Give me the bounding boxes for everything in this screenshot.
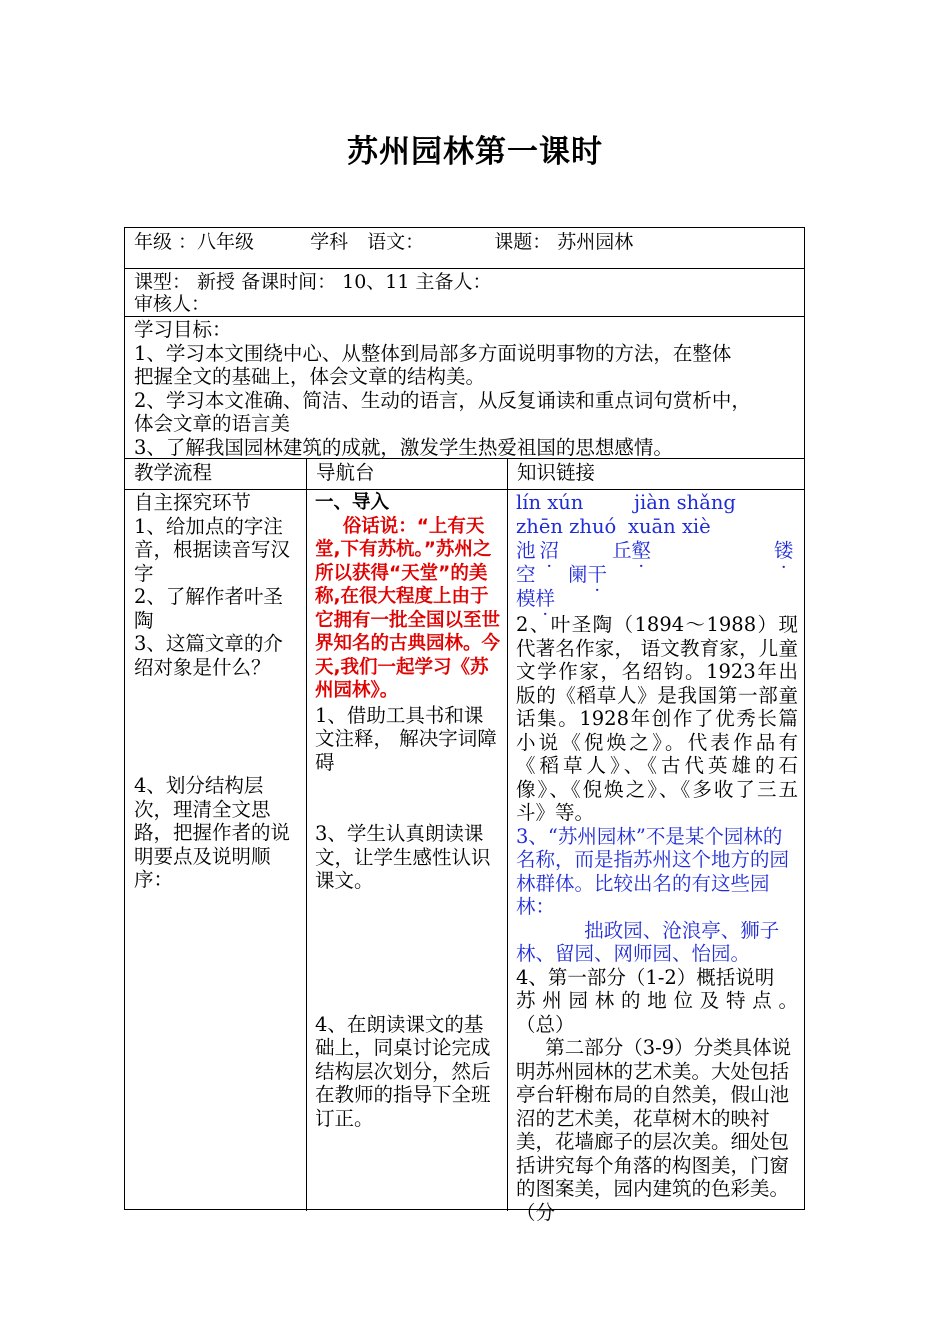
structure-part-1: 4、第一部分（1-2）概括说明 [516, 965, 775, 989]
structure-part-2: 第二部分（3-9）分类具体说明苏州园林的艺术美。大处包括亭台轩榭布局的自然美，假山池沼的艺术美，花草树木的映衬美，花墙廊子的层次美。细处包括讲究每个角落的构图美，门窗的图案美，园内建筑的色彩美。（分 [516, 1036, 792, 1224]
process-step-1: 1、给加点的字注音，根据读音写汉字 [134, 514, 291, 585]
char-mo: 模 [516, 587, 536, 610]
suzhou-gardens-note: 3、“苏州园林”不是某个园林的名称，而是指苏州这个地方的园林群体。比较出名的有这些园林： [516, 824, 790, 918]
column-divider-1 [306, 459, 307, 1211]
author-ye-shengtao: 2、叶圣陶（1894～1988）现代著名作家， 语文教育家，儿童文学作家，名绍钧。1923年出版的《稻草人》是我国第一部童话集。1928年创作了优秀长篇小说《倪焕之》。代表作品有《稻草人》、《古代英雄的石像》、《倪焕之》、《多收了三五斗》等。 [516, 613, 798, 824]
garden-names: 拙政园、沧浪亭、狮子林、留园、网师园、怡园。 [516, 918, 780, 965]
column-header-row [125, 459, 804, 490]
char-zhao: 沼 [539, 539, 560, 562]
pinyin-line-2 [516, 515, 798, 539]
char-lan: 阑 [568, 563, 588, 586]
learning-goals [125, 317, 804, 459]
char-yang: 样 [535, 587, 556, 610]
header-process: 教学流程 [134, 461, 213, 484]
chars-line-1 [516, 539, 798, 563]
char-gan: 干 [587, 563, 608, 586]
process-column [134, 491, 302, 892]
info-row-grade [125, 228, 804, 269]
structure-total: （总） [516, 1012, 575, 1036]
guide-column [315, 491, 500, 1130]
goal-3: 3、了解我国园林建筑的成就，激发学生热爱祖国的思想感情。 [134, 435, 673, 459]
column-divider-2 [507, 459, 508, 1211]
pinyin-lin-xun: lín xún [516, 491, 584, 514]
goal-2-line-2: 体会文章的语言美 [134, 412, 291, 435]
char-lou: 镂 · [774, 539, 794, 563]
guide-step-1: 1、借助工具书和课文注释， 解决字词障碍 [315, 703, 497, 774]
char-qiu: 丘 [612, 539, 632, 562]
goal-1-line-2: 把握全文的基础上，体会文章的结构美。 [134, 365, 486, 388]
header-knowledge: 知识链接 [517, 461, 596, 484]
header-guide: 导航台 [316, 461, 375, 484]
page-title: 苏州园林第一课时 [347, 134, 603, 170]
chars-line-3 [516, 587, 798, 613]
reviewer-label: 审核人： [134, 293, 211, 315]
lesson-plan-table [124, 227, 805, 1224]
goal-1-line-1: 1、学习本文围绕中心、从整体到局部多方面说明事物的方法，在整体 [134, 341, 732, 365]
guide-step-3: 3、学生认真朗读课文，让学生感性认识课文。 [315, 822, 491, 892]
knowledge-column [516, 491, 798, 1224]
pinyin-xuan-xie: xuān xiè [628, 515, 711, 538]
intro-text: 俗话说：“上有天堂,下有苏杭。”苏州之所以获得“天堂”的美称,在很大程度上由于它拥有一批全国以至世界知名的古典园林。今天,我们一起学习《苏州园林》。 [315, 515, 501, 701]
process-step-4: 4、划分结构层次，理清全文思路，把握作者的说明要点及说明顺序： [134, 774, 291, 891]
process-step-2: 2、了解作者叶圣陶 [134, 585, 283, 632]
goals-label: 学习目标： [134, 318, 232, 341]
char-kong: 空 [516, 563, 536, 586]
chars-line-2 [516, 563, 798, 587]
intro-heading: 一、导入 [315, 492, 390, 513]
guide-step-4: 4、在朗读课文的基础上，同桌讨论完成结构层次划分，然后在教师的指导下全班订正。 [315, 1012, 491, 1130]
info-row-type [125, 269, 804, 317]
topic-label: 课题： 苏州园林 [494, 231, 634, 253]
subject-label: 学科 语文： [310, 231, 425, 253]
pinyin-zhen-zhuo: zhēn zhuó [516, 515, 617, 538]
char-he: 壑 [631, 539, 652, 562]
structure-part-1-b: 苏州园林的地位及特点。 [516, 989, 798, 1012]
process-step-3: 3、这篇文章的介绍对象是什么？ [134, 632, 283, 679]
pinyin-jian-shang: jiàn shǎng [634, 491, 736, 514]
lesson-type-line: 课型： 新授 备课时间： 10、11 主备人： [134, 271, 492, 293]
grade-label: 年级 ：八年级 [134, 231, 255, 253]
goal-2-line-1: 2、学习本文准确、简洁、生动的语言，从反复诵读和重点词句赏析中， [134, 388, 751, 412]
char-chi: 池 [516, 539, 536, 562]
process-heading: 自主探究环节 [134, 491, 252, 514]
pinyin-line-1 [516, 491, 798, 515]
